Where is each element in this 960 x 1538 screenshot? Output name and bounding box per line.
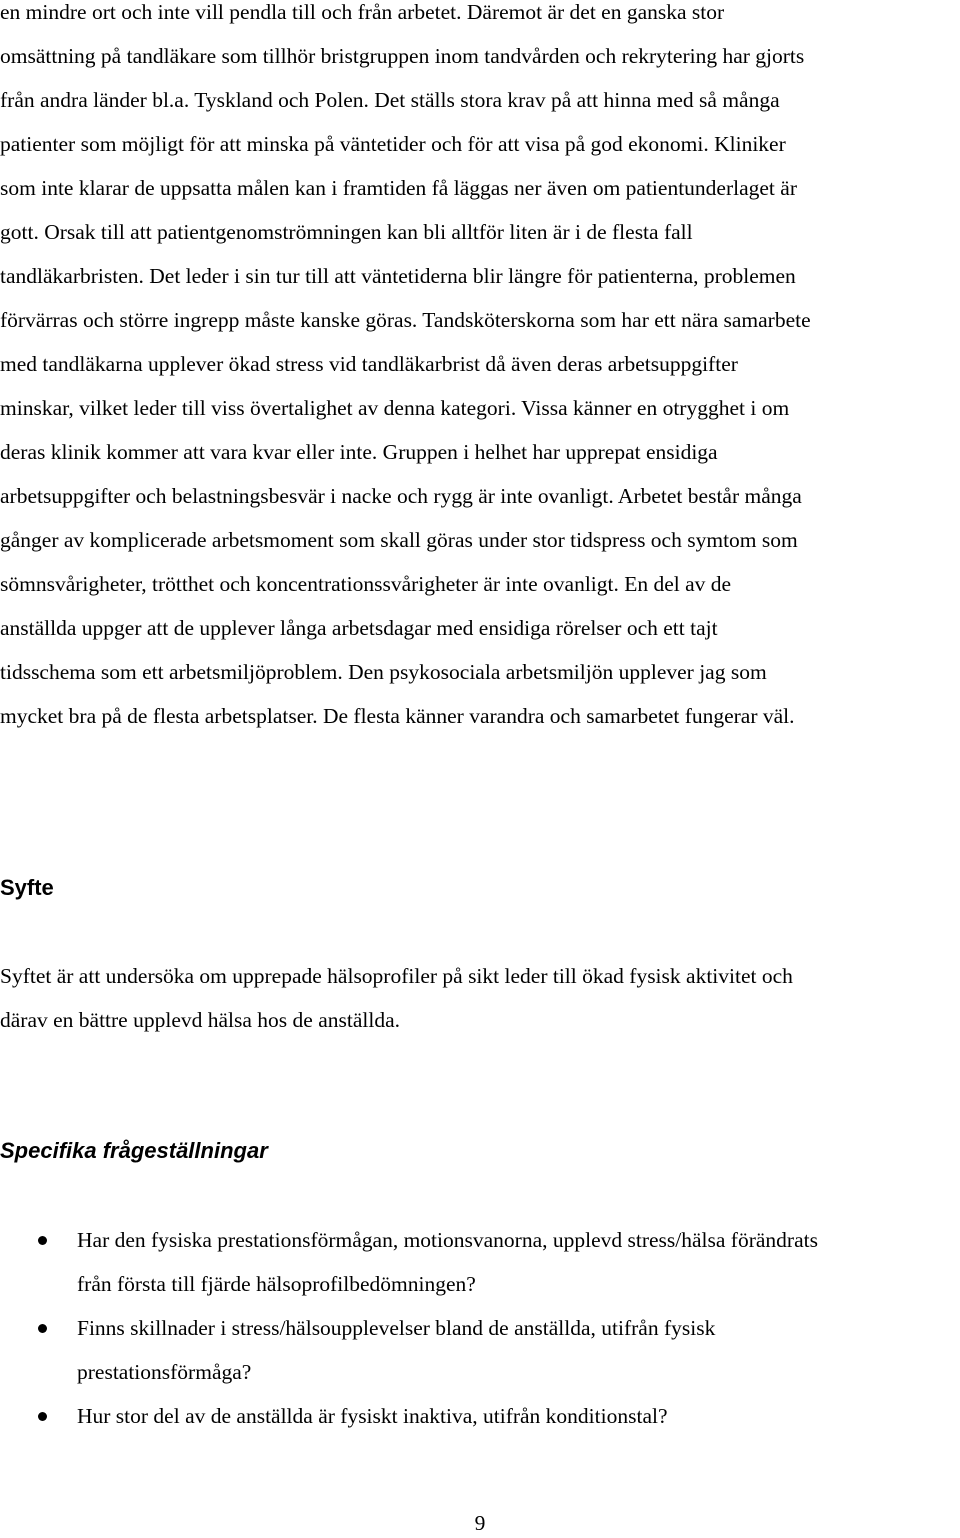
text-line: patienter som möjligt för att minska på väntetider och för att visa på god ekonomi. Kliniker <box>0 132 786 156</box>
text-line: som inte klarar de uppsatta målen kan i framtiden få läggas ner även om patientunderlaget är <box>0 176 797 200</box>
text-line: mycket bra på de flesta arbetsplatser. De flesta känner varandra och samarbetet fungerar väl. <box>0 704 795 728</box>
text-line: Hur stor del av de anställda är fysiskt inaktiva, utifrån konditionstal? <box>77 1404 668 1428</box>
section-heading-questions: Specifika frågeställningar <box>0 1138 268 1163</box>
text-line: anställda uppger att de upplever långa arbetsdagar med ensidiga rörelser och ett tajt <box>0 616 718 640</box>
text-line: prestationsförmåga? <box>77 1360 252 1384</box>
section-heading-syfte: Syfte <box>0 875 54 900</box>
text-line: därav en bättre upplevd hälsa hos de anställda. <box>0 1008 400 1032</box>
text-line: sömnsvårigheter, trötthet och koncentrationssvårigheter är inte ovanligt. En del av de <box>0 572 732 596</box>
text-line: gånger av komplicerade arbetsmoment som skall göras under stor tidspress och symtom som <box>0 528 798 552</box>
list-item <box>0 1306 818 1394</box>
questions-list <box>0 1218 818 1438</box>
text-line: tidsschema som ett arbetsmiljöproblem. Den psykosociala arbetsmiljön upplever jag som <box>0 660 767 684</box>
text-line: från andra länder bl.a. Tyskland och Polen. Det ställs stora krav på att hinna med så många <box>0 88 780 112</box>
text-line: en mindre ort och inte vill pendla till och från arbetet. Däremot är det en ganska stor <box>0 0 725 24</box>
bullet-icon <box>38 1236 47 1245</box>
text-line: med tandläkarna upplever ökad stress vid tandläkarbrist då även deras arbetsuppgifter <box>0 352 738 376</box>
text-line: tandläkarbristen. Det leder i sin tur till att väntetiderna blir längre för patienterna, problemen <box>0 264 796 288</box>
syfte-paragraph <box>0 954 793 1042</box>
text-line: minskar, vilket leder till viss övertalighet av denna kategori. Vissa känner en otrygghet i om <box>0 396 790 420</box>
intro-paragraph <box>0 0 811 738</box>
list-item <box>0 1394 818 1438</box>
text-line: omsättning på tandläkare som tillhör bristgruppen inom tandvården och rekrytering har gjorts <box>0 44 805 68</box>
text-line: gott. Orsak till att patientgenomströmningen kan bli alltför liten är i de flesta fall <box>0 220 693 244</box>
page-number: 9 <box>474 1511 486 1535</box>
bullet-icon <box>38 1412 47 1421</box>
text-line: Syftet är att undersöka om upprepade hälsoprofiler på sikt leder till ökad fysisk aktivitet och <box>0 964 793 988</box>
text-line: från första till fjärde hälsoprofilbedömningen? <box>77 1272 476 1296</box>
text-line: arbetsuppgifter och belastningsbesvär i nacke och rygg är inte ovanligt. Arbetet består många <box>0 484 802 508</box>
text-line: förvärras och större ingrepp måste kanske göras. Tandsköterskorna som har ett nära samarbete <box>0 308 811 332</box>
text-line: Finns skillnader i stress/hälsoupplevelser bland de anställda, utifrån fysisk <box>77 1316 716 1340</box>
list-item <box>0 1218 818 1306</box>
text-line: Har den fysiska prestationsförmågan, motionsvanorna, upplevd stress/hälsa förändrats <box>77 1228 818 1252</box>
bullet-icon <box>38 1324 47 1333</box>
text-line: deras klinik kommer att vara kvar eller inte. Gruppen i helhet har upprepat ensidiga <box>0 440 718 464</box>
